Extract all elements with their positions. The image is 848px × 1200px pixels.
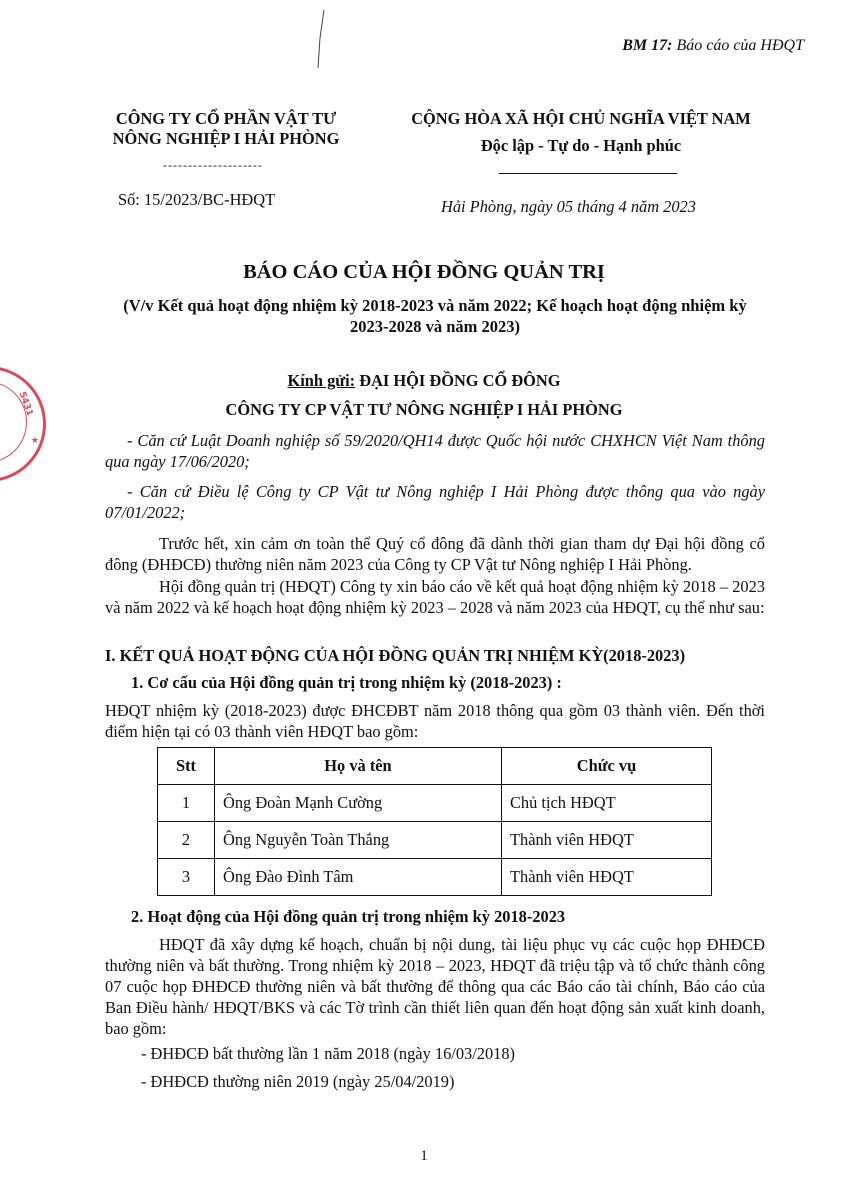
document-number: Số: 15/2023/BC-HĐQT — [118, 190, 276, 209]
page-number: 1 — [420, 1148, 428, 1164]
meeting-item: - ĐHĐCĐ thường niên 2019 (ngày 25/04/2019) — [141, 1072, 455, 1091]
report-subtitle: (V/v Kết quả hoạt động nhiệm kỳ 2018-2023 và năm 2022; Kế hoạch hoạt động nhiệm kỳ 2023-2028 và năm 2023) — [123, 296, 747, 336]
form-code: BM 17: Báo cáo của HĐQT — [622, 37, 804, 54]
recipient-line2: CÔNG TY CP VẬT TƯ NÔNG NGHIỆP I HẢI PHÒNG — [225, 400, 623, 419]
stamp-text: 5431 — [16, 390, 35, 418]
motto: Độc lập - Tự do - Hạnh phúc — [480, 136, 682, 155]
subsection-1-heading: 1. Cơ cấu của Hội đồng quản trị trong nhiệm kỳ (2018-2023) : — [131, 673, 562, 692]
table-cell: Chủ tịch HĐQT — [502, 785, 712, 822]
table-cell: Ông Đoàn Mạnh Cường — [215, 785, 502, 822]
document-date: Hải Phòng, ngày 05 tháng 4 năm 2023 — [441, 197, 696, 216]
table-cell: 1 — [158, 785, 215, 822]
table-header: Họ và tên — [215, 748, 502, 785]
recipient-block — [0, 366, 848, 424]
table-cell: Thành viên HĐQT — [502, 822, 712, 859]
thanks-paragraph: Trước hết, xin cảm ơn toàn thể Quý cổ đông đã dành thời gian tham dự Đại hội đồng cổ đông (ĐHĐCĐ) thường niên năm 2023 của Công ty CP Vật tư Nông nghiệp I Hải Phòng. — [105, 534, 765, 574]
subsection-2-heading: 2. Hoạt động của Hội đồng quản trị trong nhiệm kỳ 2018-2023 — [131, 907, 566, 926]
legal-basis-1: - Căn cứ Luật Doanh nghiệp số 59/2020/QH14 được Quốc hội nước CHXHCN Việt Nam thông qua ngày 17/06/2020; — [105, 431, 765, 471]
subsection-1-text: HĐQT nhiệm kỳ (2018-2023) được ĐHCĐBT năm 2018 thông qua gồm 03 thành viên. Đến thời điểm hiện tại có 03 thành viên HĐQT bao gồm: — [105, 701, 765, 741]
table-cell: Ông Đào Đình Tâm — [215, 859, 502, 896]
table-cell: 3 — [158, 859, 215, 896]
table-row — [158, 785, 712, 822]
section-I-heading: I. KẾT QUẢ HOẠT ĐỘNG CỦA HỘI ĐỒNG QUẢN TRỊ NHIỆM KỲ(2018-2023) — [105, 646, 686, 665]
recipient-label: Kính gửi: — [287, 371, 356, 390]
table-cell: Thành viên HĐQT — [502, 859, 712, 896]
meeting-item: - ĐHĐCĐ bất thường lần 1 năm 2018 (ngày 16/03/2018) — [141, 1044, 515, 1063]
table-row — [158, 822, 712, 859]
table-cell: Ông Nguyễn Toàn Thắng — [215, 822, 502, 859]
pen-mark — [310, 8, 330, 78]
board-members-table — [157, 747, 712, 896]
motto-underline — [499, 173, 677, 174]
table-row — [158, 859, 712, 896]
table-cell: 2 — [158, 822, 215, 859]
nation-name: CỘNG HÒA XÃ HỘI CHỦ NGHĨA VIỆT NAM — [411, 109, 751, 128]
stamp-star-icon: ★ — [30, 435, 39, 445]
table-header: Chức vụ — [502, 748, 712, 785]
table-header-row — [158, 748, 712, 785]
org-separator: -------------------- — [163, 158, 263, 172]
legal-basis-2: - Căn cứ Điều lệ Công ty CP Vật tư Nông nghiệp I Hải Phòng được thông qua vào ngày 07/01/2022; — [105, 482, 765, 522]
national-header — [396, 109, 766, 156]
subsection-2-text: HĐQT đã xây dựng kế hoạch, chuẩn bị nội dung, tài liệu phục vụ các cuộc họp ĐHĐCĐ thường niên và bất thường. Trong nhiệm kỳ 2018 – 2023, HĐQT đã triệu tập và tổ chức thành công 07 cuộc họp ĐHĐCĐ thường niên và bất thường để thông qua các Báo cáo tài chính, Báo cáo của Ban Điều hành/ HĐQT/BKS và các Tờ trình cần thiết liên quan đến hoạt động sản xuất kinh doanh, bao gồm: — [105, 935, 765, 1038]
table-header: Stt — [158, 748, 215, 785]
intro-paragraph: Hội đồng quản trị (HĐQT) Công ty xin báo cáo về kết quả hoạt động nhiệm kỳ 2018 – 2023 và năm 2022 và kế hoạch hoạt động nhiệm kỳ 2023 – 2028 và năm 2023 của HĐQT, cụ thể như sau: — [105, 577, 765, 617]
report-title: BÁO CÁO CỦA HỘI ĐỒNG QUẢN TRỊ — [243, 261, 605, 283]
recipient-line1: ĐẠI HỘI ĐỒNG CỔ ĐÔNG — [355, 371, 561, 390]
organization-name: CÔNG TY CỔ PHẦN VẬT TƯ NÔNG NGHIỆP I HẢI PHÒNG — [112, 109, 340, 148]
